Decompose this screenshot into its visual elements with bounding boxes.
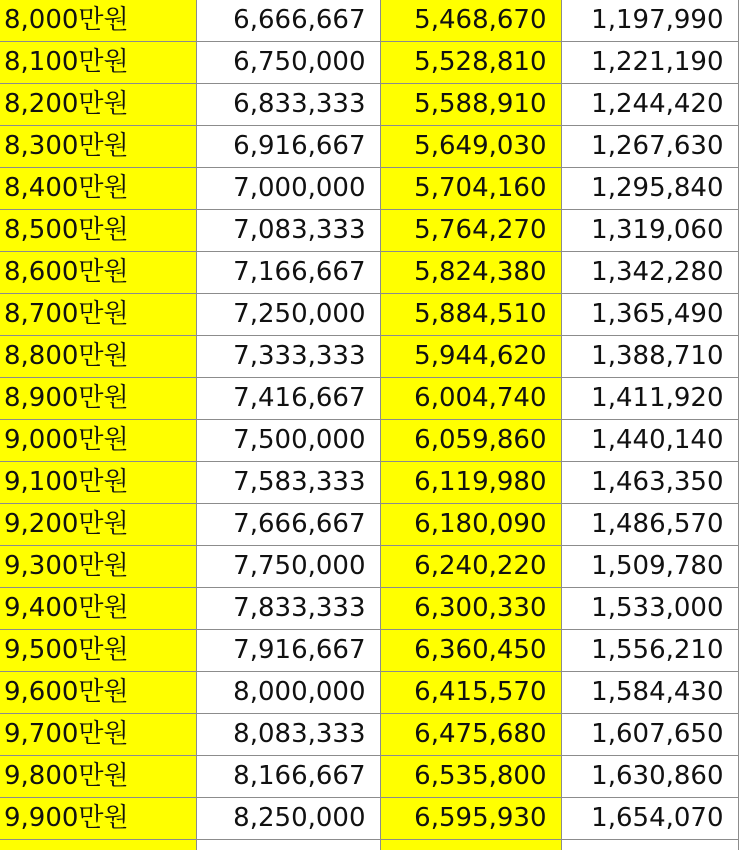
cell-salary-label[interactable]: 9,500만원 [0, 630, 196, 672]
cell-column-3[interactable]: 6,119,980 [380, 462, 561, 504]
cell-salary-label[interactable]: 9,200만원 [0, 504, 196, 546]
table-row [0, 630, 738, 672]
cell-column-4[interactable]: 1,267,630 [561, 126, 738, 168]
cell-column-2[interactable]: 6,750,000 [196, 42, 380, 84]
cell-column-3[interactable]: 6,059,860 [380, 420, 561, 462]
table-row [0, 42, 738, 84]
cell-column-2[interactable]: 7,583,333 [196, 462, 380, 504]
cell-empty[interactable] [0, 840, 196, 851]
cell-column-4[interactable]: 1,197,990 [561, 0, 738, 42]
cell-column-3[interactable]: 5,528,810 [380, 42, 561, 84]
table-row [0, 420, 738, 462]
table-row [0, 210, 738, 252]
cell-column-2[interactable]: 7,666,667 [196, 504, 380, 546]
table-row [0, 294, 738, 336]
cell-column-4[interactable]: 1,463,350 [561, 462, 738, 504]
table-row [0, 462, 738, 504]
table-row [0, 714, 738, 756]
cell-salary-label[interactable]: 8,900만원 [0, 378, 196, 420]
cell-column-2[interactable]: 7,500,000 [196, 420, 380, 462]
cell-column-3[interactable]: 5,649,030 [380, 126, 561, 168]
cell-column-2[interactable]: 7,916,667 [196, 630, 380, 672]
cell-column-3[interactable]: 5,944,620 [380, 336, 561, 378]
cell-column-4[interactable]: 1,342,280 [561, 252, 738, 294]
cell-column-2[interactable]: 7,333,333 [196, 336, 380, 378]
cell-column-4[interactable]: 1,584,430 [561, 672, 738, 714]
table-row [0, 252, 738, 294]
cell-column-4[interactable]: 1,509,780 [561, 546, 738, 588]
cell-column-3[interactable]: 6,475,680 [380, 714, 561, 756]
cell-column-4[interactable]: 1,630,860 [561, 756, 738, 798]
table-row [0, 546, 738, 588]
cell-empty[interactable] [380, 840, 561, 851]
cell-column-2[interactable]: 7,166,667 [196, 252, 380, 294]
cell-column-3[interactable]: 6,004,740 [380, 378, 561, 420]
cell-column-4[interactable]: 1,556,210 [561, 630, 738, 672]
cell-column-3[interactable]: 6,595,930 [380, 798, 561, 840]
table-row [0, 336, 738, 378]
cell-column-4[interactable]: 1,244,420 [561, 84, 738, 126]
cell-column-2[interactable]: 7,000,000 [196, 168, 380, 210]
table-row [0, 756, 738, 798]
cell-column-4[interactable]: 1,654,070 [561, 798, 738, 840]
cell-salary-label[interactable]: 8,400만원 [0, 168, 196, 210]
cell-column-3[interactable]: 5,884,510 [380, 294, 561, 336]
cell-column-3[interactable]: 5,588,910 [380, 84, 561, 126]
table-row [0, 504, 738, 546]
cell-column-4[interactable]: 1,533,000 [561, 588, 738, 630]
cell-salary-label[interactable]: 9,900만원 [0, 798, 196, 840]
cell-column-4[interactable]: 1,411,920 [561, 378, 738, 420]
cell-column-2[interactable]: 8,166,667 [196, 756, 380, 798]
cell-salary-label[interactable]: 8,000만원 [0, 0, 196, 42]
cell-column-3[interactable]: 6,535,800 [380, 756, 561, 798]
cell-column-3[interactable]: 6,415,570 [380, 672, 561, 714]
cell-column-2[interactable]: 8,000,000 [196, 672, 380, 714]
table-row [0, 378, 738, 420]
table-row [0, 798, 738, 840]
cell-column-2[interactable]: 6,666,667 [196, 0, 380, 42]
cell-salary-label[interactable]: 8,800만원 [0, 336, 196, 378]
cell-column-4[interactable]: 1,295,840 [561, 168, 738, 210]
cell-salary-label[interactable]: 9,300만원 [0, 546, 196, 588]
table-row [0, 168, 738, 210]
cell-salary-label[interactable]: 8,100만원 [0, 42, 196, 84]
cell-salary-label[interactable]: 9,600만원 [0, 672, 196, 714]
cell-column-2[interactable]: 7,750,000 [196, 546, 380, 588]
cell-column-3[interactable]: 5,704,160 [380, 168, 561, 210]
cell-column-2[interactable]: 7,833,333 [196, 588, 380, 630]
cell-salary-label[interactable]: 8,200만원 [0, 84, 196, 126]
cell-column-2[interactable]: 8,083,333 [196, 714, 380, 756]
cell-column-4[interactable]: 1,221,190 [561, 42, 738, 84]
cell-salary-label[interactable]: 8,600만원 [0, 252, 196, 294]
cell-column-2[interactable]: 6,916,667 [196, 126, 380, 168]
cell-column-2[interactable]: 7,083,333 [196, 210, 380, 252]
table-row [0, 0, 738, 42]
cell-column-3[interactable]: 6,240,220 [380, 546, 561, 588]
cell-column-2[interactable]: 6,833,333 [196, 84, 380, 126]
table-row [0, 84, 738, 126]
cell-column-4[interactable]: 1,486,570 [561, 504, 738, 546]
cell-empty[interactable] [561, 840, 738, 851]
cell-salary-label[interactable]: 9,400만원 [0, 588, 196, 630]
cell-column-2[interactable]: 7,250,000 [196, 294, 380, 336]
cell-salary-label[interactable]: 8,700만원 [0, 294, 196, 336]
cell-salary-label[interactable]: 8,500만원 [0, 210, 196, 252]
cell-column-3[interactable]: 5,824,380 [380, 252, 561, 294]
cell-column-3[interactable]: 6,180,090 [380, 504, 561, 546]
cell-column-3[interactable]: 5,468,670 [380, 0, 561, 42]
cell-empty[interactable] [196, 840, 380, 851]
cell-column-4[interactable]: 1,365,490 [561, 294, 738, 336]
cell-column-4[interactable]: 1,607,650 [561, 714, 738, 756]
cell-column-4[interactable]: 1,388,710 [561, 336, 738, 378]
cell-column-3[interactable]: 6,300,330 [380, 588, 561, 630]
cell-column-4[interactable]: 1,440,140 [561, 420, 738, 462]
table-row [0, 588, 738, 630]
cell-salary-label[interactable]: 9,700만원 [0, 714, 196, 756]
table-row [0, 126, 738, 168]
cell-salary-label[interactable]: 9,800만원 [0, 756, 196, 798]
cell-column-4[interactable]: 1,319,060 [561, 210, 738, 252]
table-row [0, 672, 738, 714]
cell-salary-label[interactable]: 8,300만원 [0, 126, 196, 168]
cell-column-3[interactable]: 5,764,270 [380, 210, 561, 252]
cell-column-3[interactable]: 6,360,450 [380, 630, 561, 672]
cell-salary-label[interactable]: 9,000만원 [0, 420, 196, 462]
cell-column-2[interactable]: 8,250,000 [196, 798, 380, 840]
cell-column-2[interactable]: 7,416,667 [196, 378, 380, 420]
table-row-partial [0, 840, 738, 851]
cell-salary-label[interactable]: 9,100만원 [0, 462, 196, 504]
